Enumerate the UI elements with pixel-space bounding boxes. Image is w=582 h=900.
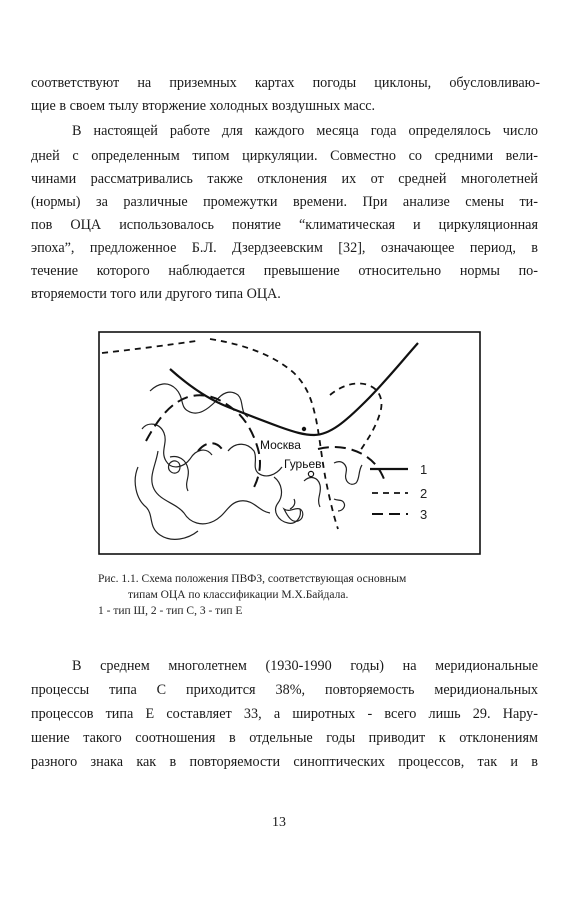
text-line xyxy=(72,655,538,677)
text-line-content: дней с определенным типом циркуляции. Совместно со средними вели- xyxy=(31,148,538,164)
text-line-content: В среднем многолетнем (1930-1990 годы) на меридиональные xyxy=(72,658,538,674)
coastline-iberia xyxy=(135,467,198,539)
text-line xyxy=(31,168,538,190)
text-line xyxy=(31,214,538,236)
map-legend xyxy=(370,462,427,522)
moscow-label: Москва xyxy=(260,438,301,452)
text-line-content: (нормы) за различные промежутки времени. При анализе смены ти- xyxy=(31,194,538,210)
text-line xyxy=(31,703,538,725)
coastline-black-sea xyxy=(274,477,300,523)
text-line-content: шение такого соотношения в отдельные годы приводит к отклонениям xyxy=(31,730,538,746)
text-line-content: эпоха”, предложенное Б.Л. Дзердзеевским [32], означающее период, в xyxy=(31,240,538,256)
text-line xyxy=(72,120,538,142)
coastline-detail xyxy=(290,499,295,509)
text-line-content: разного знака как в повторяемости синоптических процессов, так и в xyxy=(31,754,538,770)
text-line xyxy=(31,191,538,213)
text-line xyxy=(31,751,538,773)
text-line-content: пов ОЦА использовалось понятие “климатическая и циркуляционная xyxy=(31,217,538,233)
text-line-content: процессов типа Е составляет 33, а широтных - всего лишь 29. Нару- xyxy=(31,706,538,722)
text-line: вторяемости того или другого типа ОЦА. xyxy=(31,286,281,302)
coastline-detail-east xyxy=(334,499,345,511)
legend-label-1: 1 xyxy=(420,462,428,477)
figure-map xyxy=(98,331,481,555)
coastline-scandinavia xyxy=(142,424,212,467)
front-line-type-3-east xyxy=(318,447,384,479)
text-line-content: чинами рассматривались также отклонения их от средней многолетней xyxy=(31,171,538,187)
front-line-type-1 xyxy=(170,343,418,435)
guryev-marker xyxy=(308,471,313,476)
coastline-caspian-east xyxy=(334,462,362,485)
text-line xyxy=(31,679,538,701)
text-line xyxy=(31,237,538,259)
text-line xyxy=(31,260,538,282)
text-line xyxy=(31,727,538,749)
legend-label-3: 3 xyxy=(420,507,428,522)
guryev-label: Гурьев xyxy=(284,457,322,471)
text-line xyxy=(31,145,538,167)
text-line xyxy=(31,72,540,94)
text-line-content: В настоящей работе для каждого месяца года определялось число xyxy=(72,123,538,139)
caption-line: Рис. 1.1. Схема положения ПВФЗ, соответствующая основным xyxy=(98,573,407,585)
text-line: щие в своем тылу вторжение холодных воздушных масс. xyxy=(31,98,376,114)
caption-line: типам ОЦА по классификации М.Х.Байдала. xyxy=(128,589,349,601)
coastline-europe-south xyxy=(152,451,270,524)
page-number: 13 xyxy=(272,815,286,830)
coastline-caspian-west xyxy=(304,478,320,507)
legend-label-2: 2 xyxy=(420,486,428,501)
text-line-content: процессы типа С приходится 38%, повторяемость меридиональных xyxy=(31,682,538,698)
moscow-marker xyxy=(302,427,306,431)
text-line-content: соответствуют на приземных картах погоды циклоны, обусловливаю- xyxy=(31,75,540,91)
text-line-content: течение которого наблюдается превышение относительно нормы по- xyxy=(31,263,538,279)
schematic-map xyxy=(98,331,481,555)
caption-line: 1 - тип Ш, 2 - тип С, 3 - тип Е xyxy=(98,605,243,617)
